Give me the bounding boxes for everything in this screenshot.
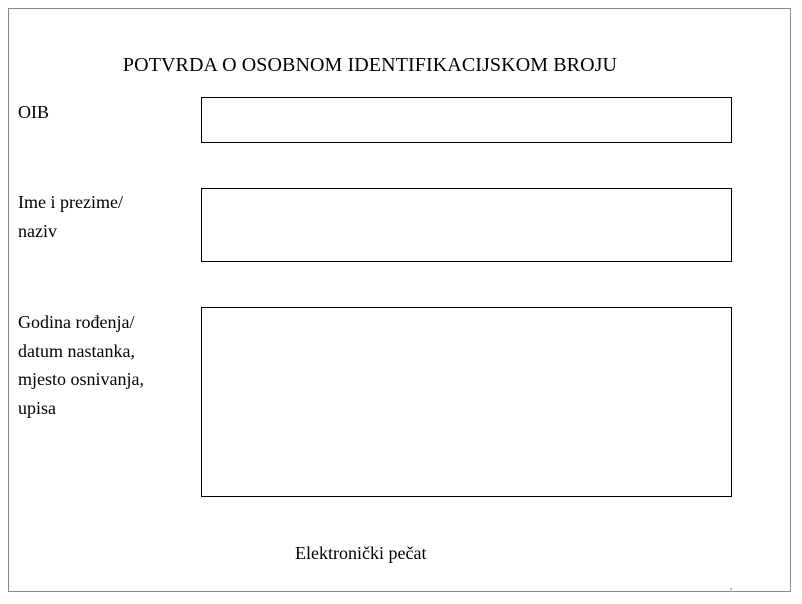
name-label-line: naziv <box>18 220 57 241</box>
corner-mark <box>730 588 732 590</box>
name-field <box>201 188 732 262</box>
birth-label-line: upisa <box>18 397 56 418</box>
birth-label-line: mjesto osnivanja, <box>18 369 144 389</box>
birth-label-line: Godina rođenja/ <box>18 312 135 332</box>
name-label <box>18 188 170 245</box>
oib-label: OIB <box>18 102 49 122</box>
name-label-line: Ime i prezime/ <box>18 192 123 212</box>
document-frame <box>8 8 791 592</box>
birth-field <box>201 307 732 497</box>
document-title: POTVRDA O OSOBNOM IDENTIFIKACIJSKOM BROJU <box>122 54 618 76</box>
birth-label-line: datum nastanka, <box>18 340 135 361</box>
birth-label <box>18 308 170 422</box>
electronic-seal-label: Elektronički pečat <box>295 543 427 563</box>
oib-field <box>201 97 732 143</box>
